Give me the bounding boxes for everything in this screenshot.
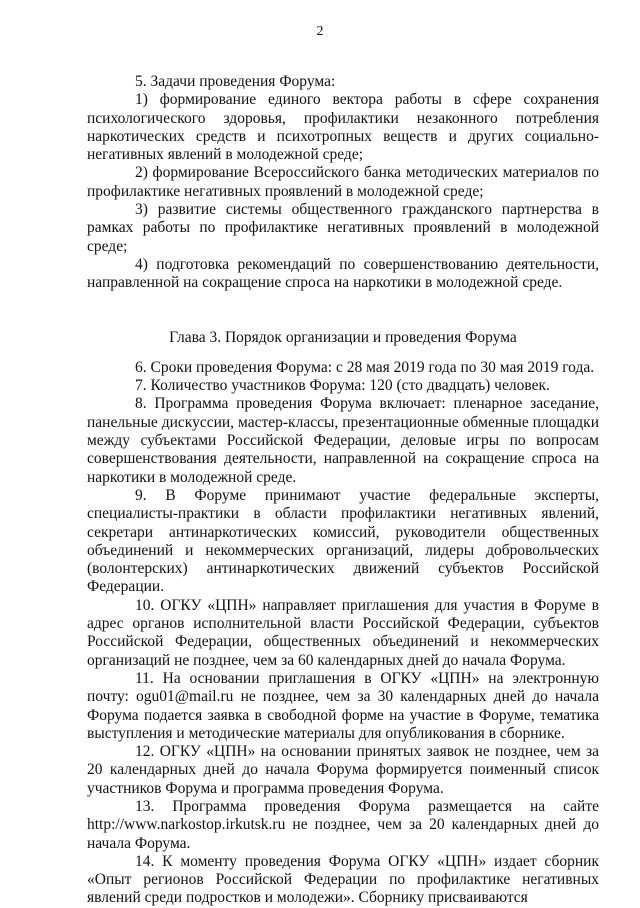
section-5-item-4: 4) подготовка рекомендаций по совершенствованию деятельности, направленной на сокращение спроса на наркотики в молодежной среде. xyxy=(87,255,599,292)
page-number: 2 xyxy=(316,24,324,39)
paragraph-10: 10. ОГКУ «ЦПН» направляет приглашения для участия в Форуме в адрес органов исполнительной власти Российской Федерации, субъектов Российской Федерации, общественных объединений и некоммерческих организаций не позднее, чем за 60 календарных дней до начала Форума. xyxy=(87,596,599,669)
section-5-item-2: 2) формирование Всероссийского банка методических материалов по профилактике негативных проявлений в молодежной среде; xyxy=(87,164,599,200)
paragraph-11: 11. На основании приглашения в ОГКУ «ЦПН» на электронную почту: ogu01@mail.ru не позднее, чем за 30 календарных дней до начала Форума подается заявка в свободной форме на участие в Форуме, тематика выступления и методические материалы для опубликования в сборнике. xyxy=(87,669,599,742)
paragraph-14: 14. К моменту проведения Форума ОГКУ «ЦПН» издает сборник «Опыт регионов Российской Федерации по профилактике негативных явлений среди подростков и молодежи». Сборнику присваиваются xyxy=(87,852,599,907)
section-5-title: 5. Задачи проведения Форума: xyxy=(135,73,336,90)
paragraph-6: 6. Сроки проведения Форума: с 28 мая 2019 года по 30 мая 2019 года. xyxy=(135,358,595,376)
section-5-item-3: 3) развитие системы общественного гражданского партнерства в рамках работы по профилактике негативных проявлений в молодежной среде; xyxy=(87,201,599,255)
paragraph-7: 7. Количество участников Форума: 120 (сто двадцать) человек. xyxy=(135,377,550,395)
section-spacer xyxy=(87,293,599,329)
paragraph-12: 12. ОГКУ «ЦПН» на основании принятых заявок не позднее, чем за 20 календарных дней до начала Форума формируется поименный список участников Форума и программа проведения Форума. xyxy=(87,743,599,797)
section-5-item-1: 1) формирование единого вектора работы в сфере сохранения психологического здоровья, профилактики незаконного потребления наркотических средств и психотропных веществ и других социально-негативных явлений в молодежной среде; xyxy=(87,91,599,164)
paragraph-9: 9. В Форуме принимают участие федеральные эксперты, специалисты-практики в области профилактики негативных явлений, секретари антинаркотических комиссий, руководители общественных объединений и некоммерческих организаций, лидеры добровольческих (волонтерских) антинаркотических движений субъектов Российской Федерации. xyxy=(87,486,599,596)
document-body xyxy=(87,73,599,908)
paragraph-8: 8. Программа проведения Форума включает: пленарное заседание, панельные дискуссии, мастер-классы, презентационные обменные площадки между субъектами Российской Федерации, деловые игры по вопросам совершенствования деятельности, направленной на сокращение спроса на наркотики в молодежной среде. xyxy=(87,395,599,486)
chapter-3-heading: Глава 3. Порядок организации и проведения Форума xyxy=(169,328,517,346)
paragraph-13: 13. Программа проведения Форума размещается на сайте http://www.narkostop.irkutsk.ru не позднее, чем за 20 календарных дней до начала Форума. xyxy=(87,797,599,852)
